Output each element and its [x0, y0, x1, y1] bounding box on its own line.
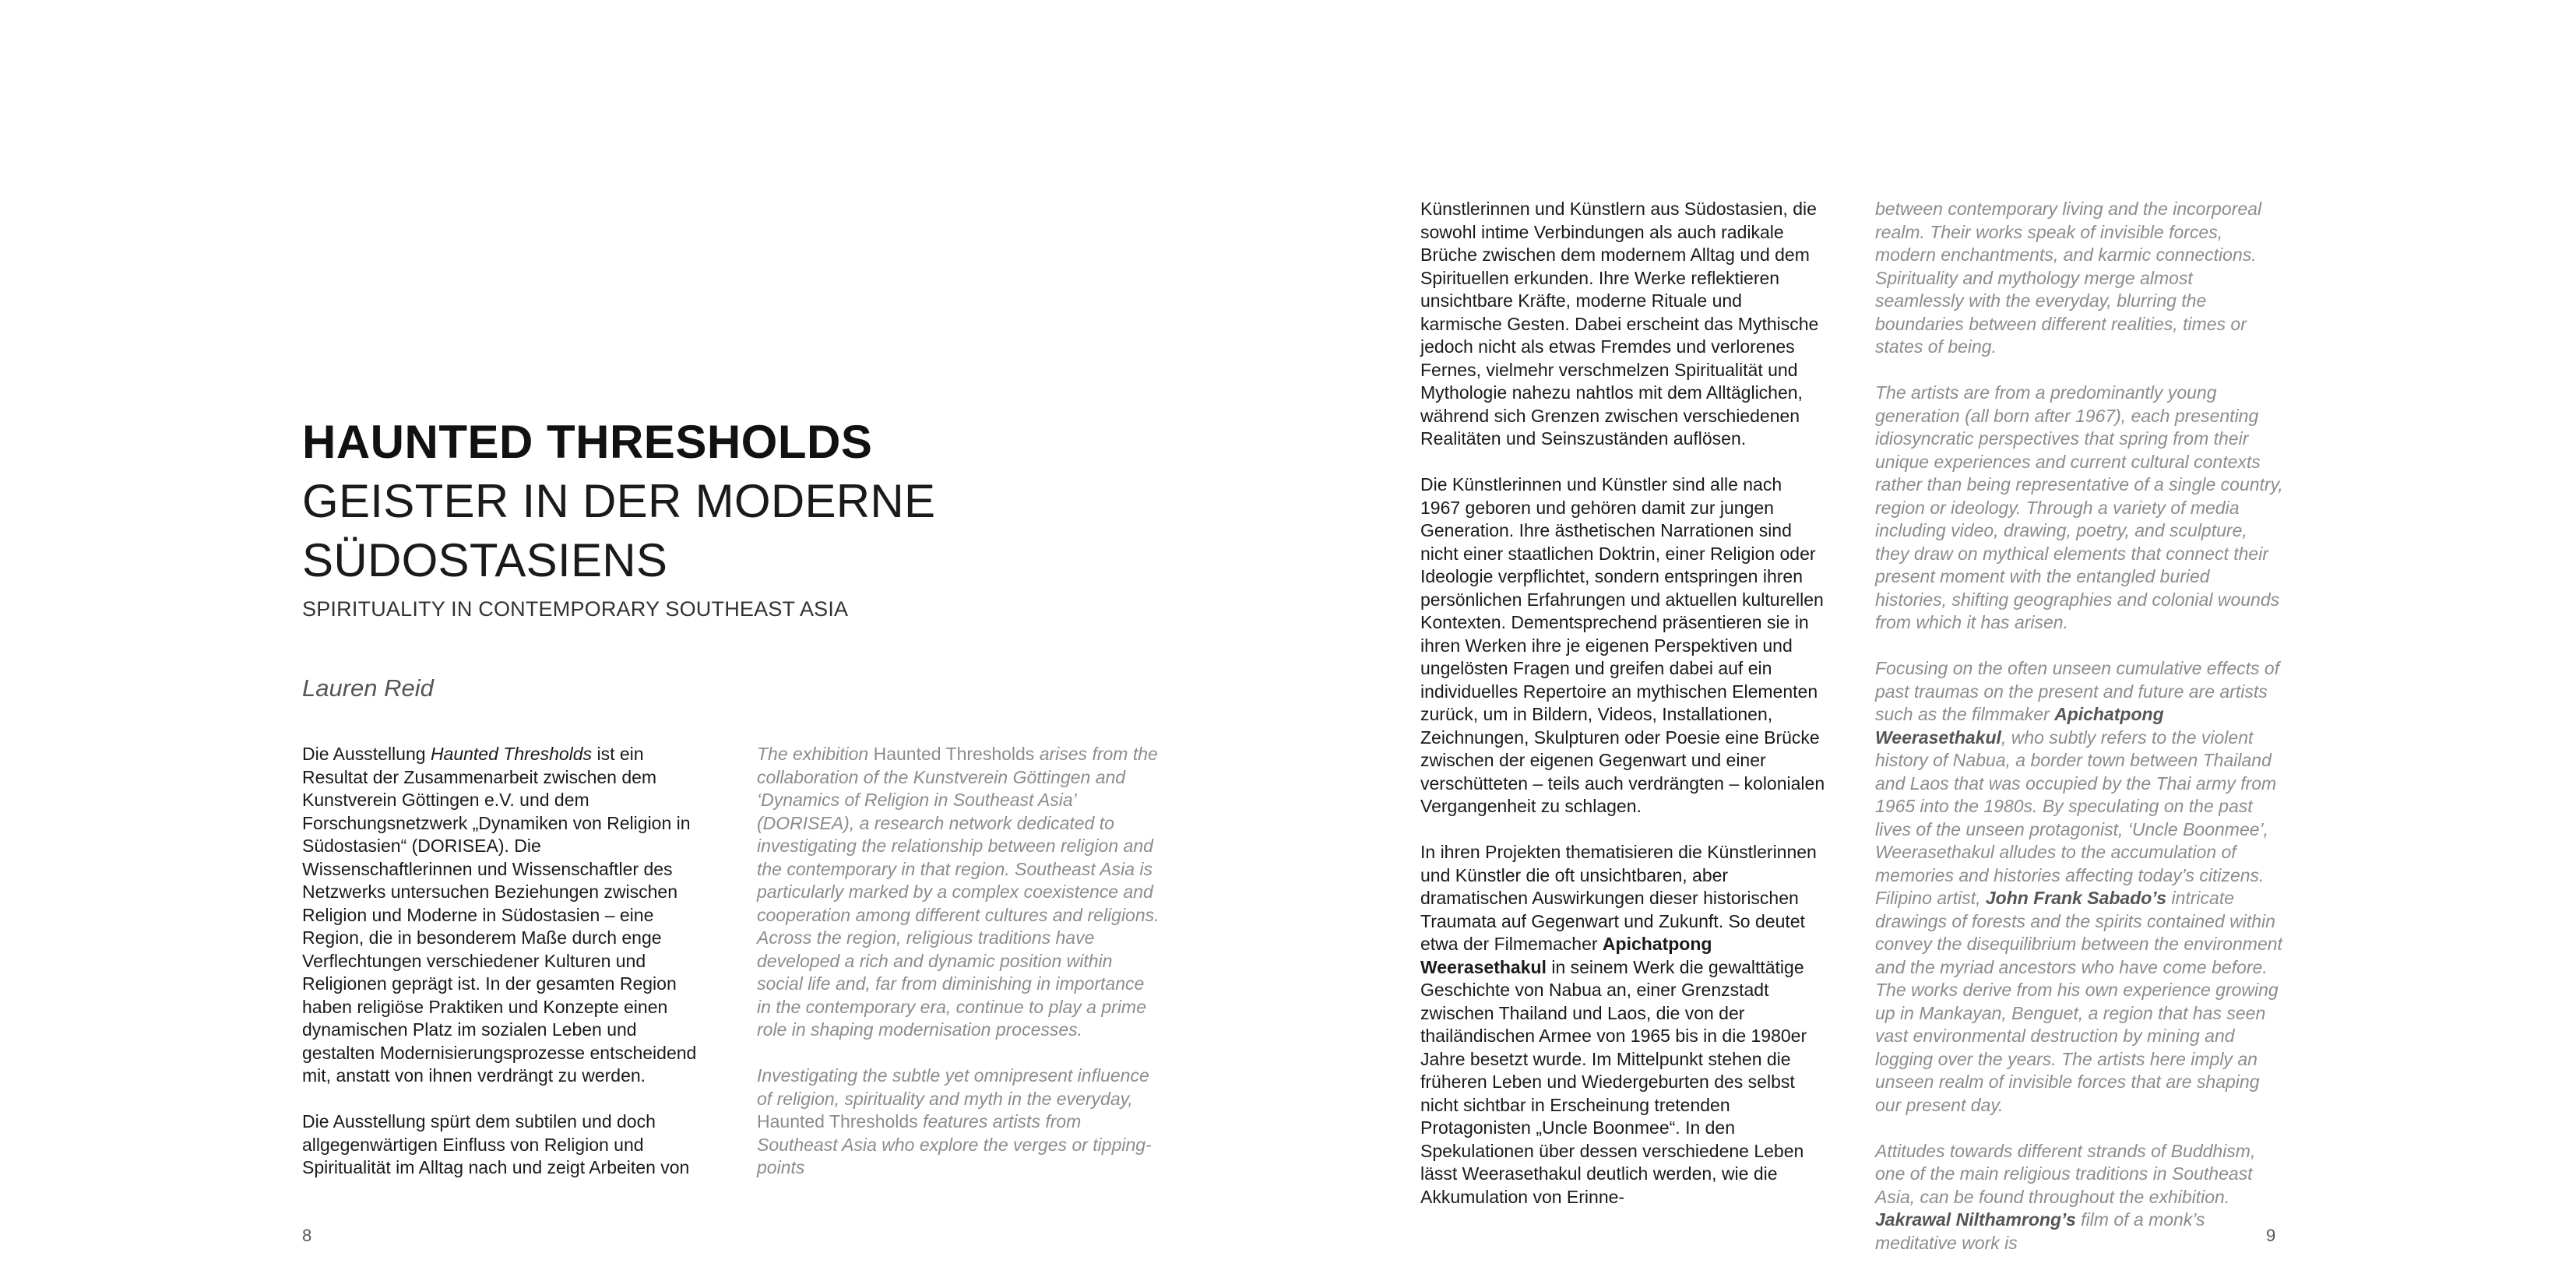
author-name: Lauren Reid: [302, 674, 434, 702]
english-column-left: [757, 743, 1162, 1202]
page-number-right: 9: [2266, 1226, 2276, 1245]
english-subtitle: SPIRITUALITY IN CONTEMPORARY SOUTHEAST ASIA: [302, 597, 849, 621]
subtitle-line-1: GEISTER IN DER MODERNE: [302, 475, 936, 527]
paragraph: [1420, 841, 1825, 1209]
text-span: Investigating the subtle yet omnipresent influence of religion, spirituality and myth in the everyday,: [757, 1065, 1149, 1109]
artist-name: Jakrawal Nilthamrong’s: [1875, 1209, 2076, 1230]
text-span: ist ein Resultat der Zusammenarbeit zwischen dem Kunstverein Göttingen e.V. und dem Forschungsnetzwerk „Dynamiken von Religion in Südostasien“ (DORISEA). Die Wissenschaftlerinnen und Wissenschaftler des Netzwerks untersuchen Beziehungen zwischen Religion und Moderne in Südostasien – eine Region, die in besonderem Maße durch enge Verflechtungen verschiedener Kulturen und Religionen geprägt ist. In der gesamten Region haben religiöse Praktiken und Konzepte einen dynamischen Platz im sozialen Leben und gestalten Modernisierungsprozesse entscheidend mit, anstatt von ihnen verdrängt zu werden.: [302, 744, 697, 1086]
paragraph: Künstlerinnen und Künstlern aus Südostasien, die sowohl intime Verbindungen als auch radikale Brüche zwischen dem modernem Alltag und dem Spirituellen erkunden. Ihre Werke reflektieren unsichtbare Kräfte, moderne Rituale und karmische Gesten. Dabei erscheint das Mythische jedoch nicht als etwas Fremdes und verlorenes Fernes, vielmehr verschmelzen Spiritualität und Mythologie nahezu nahtlos mit dem Alltäglichen, während sich Grenzen zwischen verschiedenen Realitäten und Seinszuständen auflösen.: [1420, 199, 1819, 449]
exhibition-title: Haunted Thresholds: [873, 744, 1035, 764]
artist-name: John Frank Sabado’s: [1985, 888, 2167, 908]
text-span: The exhibition: [757, 744, 874, 764]
german-column-left: [302, 743, 707, 1202]
paragraph: [757, 1065, 1162, 1180]
text-span: intricate drawings of forests and the spirits contained within convey the disequilibrium between the environment and the myriad ancestors who have come before. The works derive from his own experience growing up in Mankayan, Benguet, a region that has seen vast environmental destruction by mining and logging over the years. The artists here imply an unseen realm of invisible forces that are shaping our present day.: [1875, 888, 2282, 1115]
paragraph: [302, 743, 707, 1088]
text-span: In ihren Projekten thematisieren die Künstlerinnen und Künstler die oft unsichtbaren, aber dramatischen Auswirkungen dieser historischen Traumata auf Gegenwart und Zukunft. So deutet etwa der Filmemacher: [1420, 842, 1817, 954]
artist-name: Apichatpong Weerasethakul: [1875, 704, 2164, 748]
text-span: arises from the collaboration of the Kunstverein Göttingen and ‘Dynamics of Religion in Southeast Asia’ (DORISEA), a research network dedicated to investigating the relationship between religion and the contemporary in that region. Southeast Asia is particularly marked by a complex coexistence and cooperation among different cultures and religions. Across the region, religious traditions have developed a rich and dynamic position within social life and, far from diminishing in importance in the contemporary era, continue to play a prime role in shaping modernisation processes.: [757, 744, 1160, 1040]
text-span: film of a monk’s meditative work is: [1875, 1209, 2205, 1253]
paragraph: Die Ausstellung spürt dem subtilen und doch allgegenwärtigen Einfluss von Religion und Spiritualität im Alltag nach und zeigt Arbeiten von: [302, 1111, 690, 1177]
english-column-right: [1875, 198, 2284, 1278]
paragraph: [1875, 1140, 2284, 1255]
paragraph: The artists are from a predominantly young generation (all born after 1967), each presenting idiosyncratic perspectives that spring from their unique experiences and current cultural contexts rather than being representative of a single country, region or ideology. Through a variety of media including video, drawing, poetry, and sculpture, they draw on mythical elements that connect their present moment with the entangled buried histories, shifting geographies and colonial wounds from which it has arisen.: [1875, 382, 2283, 632]
page-title: HAUNTED THRESHOLDS: [302, 416, 873, 468]
text-span: Attitudes towards different strands of Buddhism, one of the main religious traditions in Southeast Asia, can be found throughout the exhibition.: [1875, 1140, 2256, 1207]
german-column-right: [1420, 198, 1825, 1232]
paragraph: between contemporary living and the incorporeal realm. Their works speak of invisible forces, modern enchantments, and karmic connections. Spirituality and mythology merge almost seamlessly with the everyday, blurring the boundaries between different realities, times or states of being.: [1875, 199, 2262, 357]
text-span: , who subtly refers to the violent history of Nabua, a border town between Thailand and Laos that was occupied by the Thai army from 1965 into the 1980s. By speculating on the past lives of the unseen protagonist, ‘Uncle Boonmee’, Weerasethakul alludes to the accumulation of memories and histories affecting today’s citizens. Filipino artist,: [1875, 727, 2277, 908]
exhibition-title: Haunted Thresholds: [757, 1111, 918, 1131]
page-number-left: 8: [302, 1226, 312, 1245]
text-span: Focusing on the often unseen cumulative effects of past traumas on the present and future are artists such as the filmmaker: [1875, 658, 2280, 724]
subtitle-line-2: SÜDOSTASIENS: [302, 534, 668, 586]
artist-name: Apichatpong Weerasethakul: [1420, 934, 1712, 977]
exhibition-title: Haunted Thresholds: [430, 744, 593, 764]
paragraph: [757, 743, 1162, 1042]
text-span: in seinem Werk die gewalttätige Geschichte von Nabua an, einer Grenzstadt zwischen Thailand und Laos, die von der thailändischen Armee von 1965 bis in die 1980er Jahre besetzt wurde. Im Mittelpunkt stehen die früheren Leben und Wiedergeburten des selbst nicht sichtbar in Erscheinung tretenden Protagonisten „Uncle Boonmee“. In den Spekulationen über dessen verschiedene Leben lässt Weerasethakul deutlich werden, wie die Akkumulation von Erinne-: [1420, 956, 1807, 1207]
text-span: Die Ausstellung: [302, 744, 431, 764]
title-block: [302, 413, 1003, 625]
paragraph: Die Künstlerinnen und Künstler sind alle nach 1967 geboren und gehören damit zur jungen Generation. Ihre ästhetischen Narrationen sind nicht einer staatlichen Doktrin, einer Religion oder Ideologie verpflichtet, sondern entspringen ihren persönlichen Erfahrungen und aktuellen kulturellen Kontexten. Dementsprechend präsentieren sie in ihren Werken ihre je eigenen Perspektiven und ungelösten Fragen und greifen dabei auf ein individuelles Repertoire an mythischen Elementen zurück, um in Bildern, Videos, Installationen, Zeichnungen, Skulpturen oder Poesie eine Brücke zwischen der eigenen Gegenwart und einer verschütteten – teils auch verdrängten – kolonialen Vergangenheit zu schlagen.: [1420, 474, 1825, 816]
paragraph: [1875, 657, 2284, 1117]
text-span: features artists from Southeast Asia who explore the verges or tipping-points: [757, 1111, 1152, 1177]
